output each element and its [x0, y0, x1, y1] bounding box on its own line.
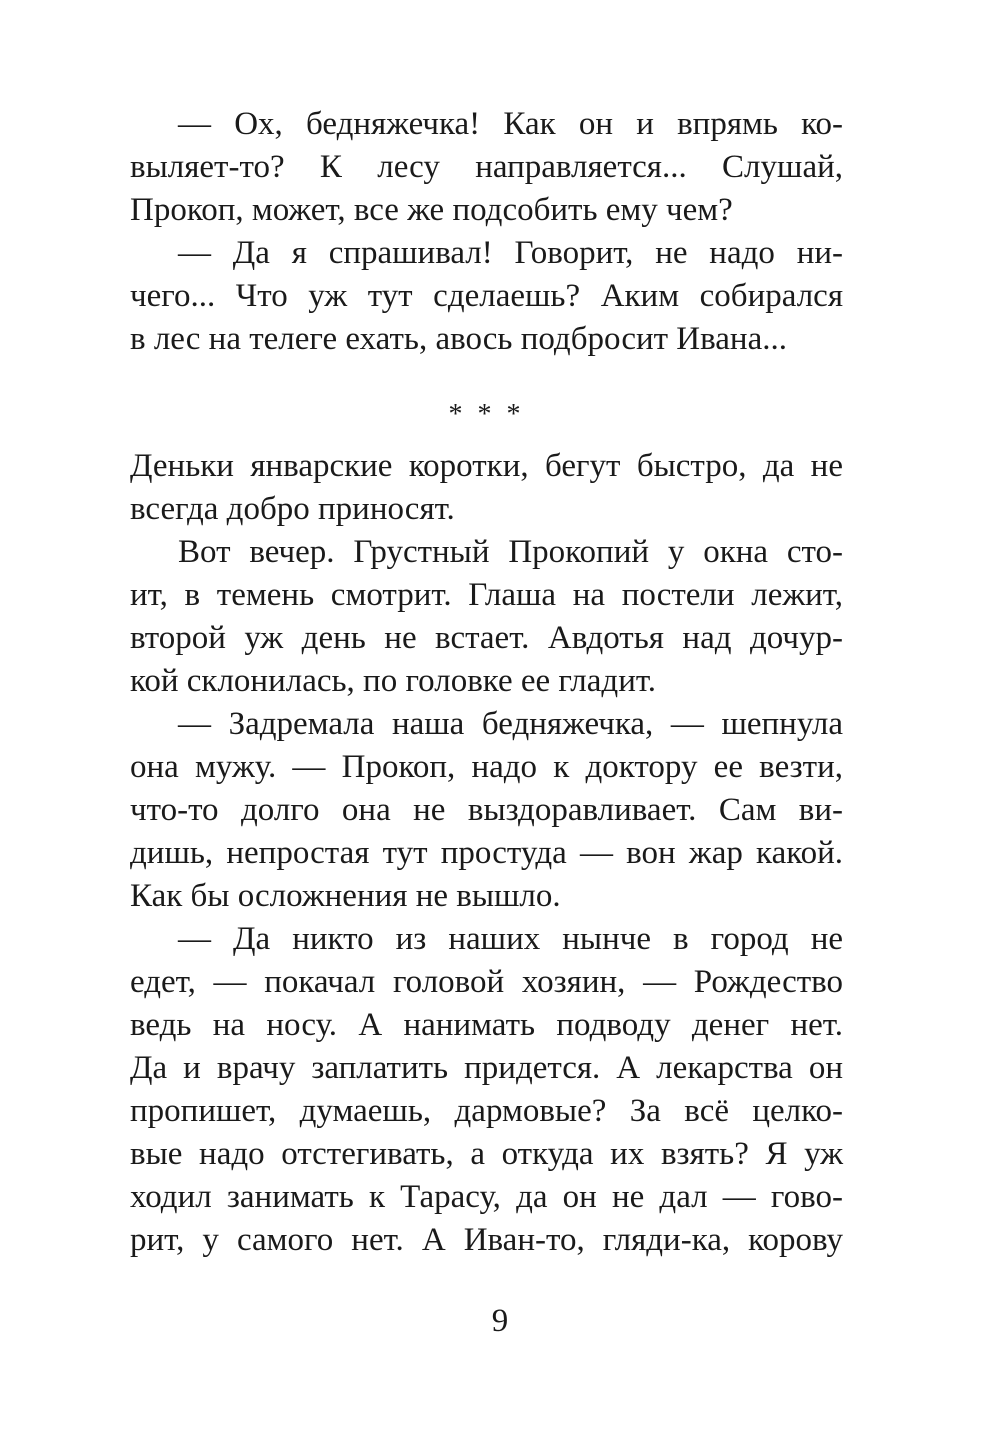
- text-line: — Задремала наша бедняжечка, — шепнула: [178, 706, 843, 742]
- section-2: [130, 445, 843, 1262]
- text-line: — Ох, бедняжечка! Как он и впрямь ко-: [178, 106, 843, 142]
- text-line: кой склонилась, по головке ее гладит.: [130, 663, 657, 699]
- text-line: второй уж день не встает. Авдотья над дочур-: [130, 620, 843, 656]
- text-line: дишь, непростая тут простуда — вон жар какой.: [130, 835, 843, 871]
- text-line: ит, в темень смотрит. Глаша на постели лежит,: [130, 577, 843, 613]
- text-line: рит, у самого нет. А Иван-то, гляди-ка, корову: [130, 1222, 843, 1258]
- text-line: Прокоп, может, все же подсобить ему чем?: [130, 192, 733, 228]
- text-line: в лес на телеге ехать, авось подбросит Ивана...: [130, 321, 787, 357]
- section-1: [130, 103, 843, 361]
- text-line: всегда добро приносят.: [130, 491, 455, 527]
- text-line: чего... Что уж тут сделаешь? Аким собирался: [130, 278, 843, 314]
- section-separator: * * *: [448, 399, 525, 430]
- text-line: Деньки январские коротки, бегут быстро, да не: [130, 448, 843, 484]
- text-line: Вот вечер. Грустный Прокопий у окна сто-: [178, 534, 843, 570]
- text-line: вые надо отстегивать, а откуда их взять? Я уж: [130, 1136, 843, 1172]
- text-line: — Да я спрашивал! Говорит, не надо ни-: [178, 235, 843, 271]
- text-line: Да и врачу заплатить придется. А лекарства он: [130, 1050, 843, 1086]
- text-line: она мужу. — Прокоп, надо к доктору ее везти,: [130, 749, 843, 785]
- text-line: пропишет, думаешь, дармовые? За всё целко-: [130, 1093, 843, 1129]
- page-number: 9: [491, 1303, 509, 1339]
- text-line: Как бы осложнения не вышло.: [130, 878, 561, 914]
- text-line: — Да никто из наших нынче в город не: [178, 921, 843, 957]
- text-line: выляет-то? К лесу направляется... Слушай,: [130, 149, 843, 185]
- text-line: едет, — покачал головой хозяин, — Рождество: [130, 964, 843, 1000]
- text-line: ведь на носу. А нанимать подводу денег нет.: [130, 1007, 843, 1043]
- text-line: что-то долго она не выздоравливает. Сам ви-: [130, 792, 843, 828]
- text-line: ходил занимать к Тарасу, да он не дал — гово-: [130, 1179, 843, 1215]
- page-body: [130, 103, 843, 1262]
